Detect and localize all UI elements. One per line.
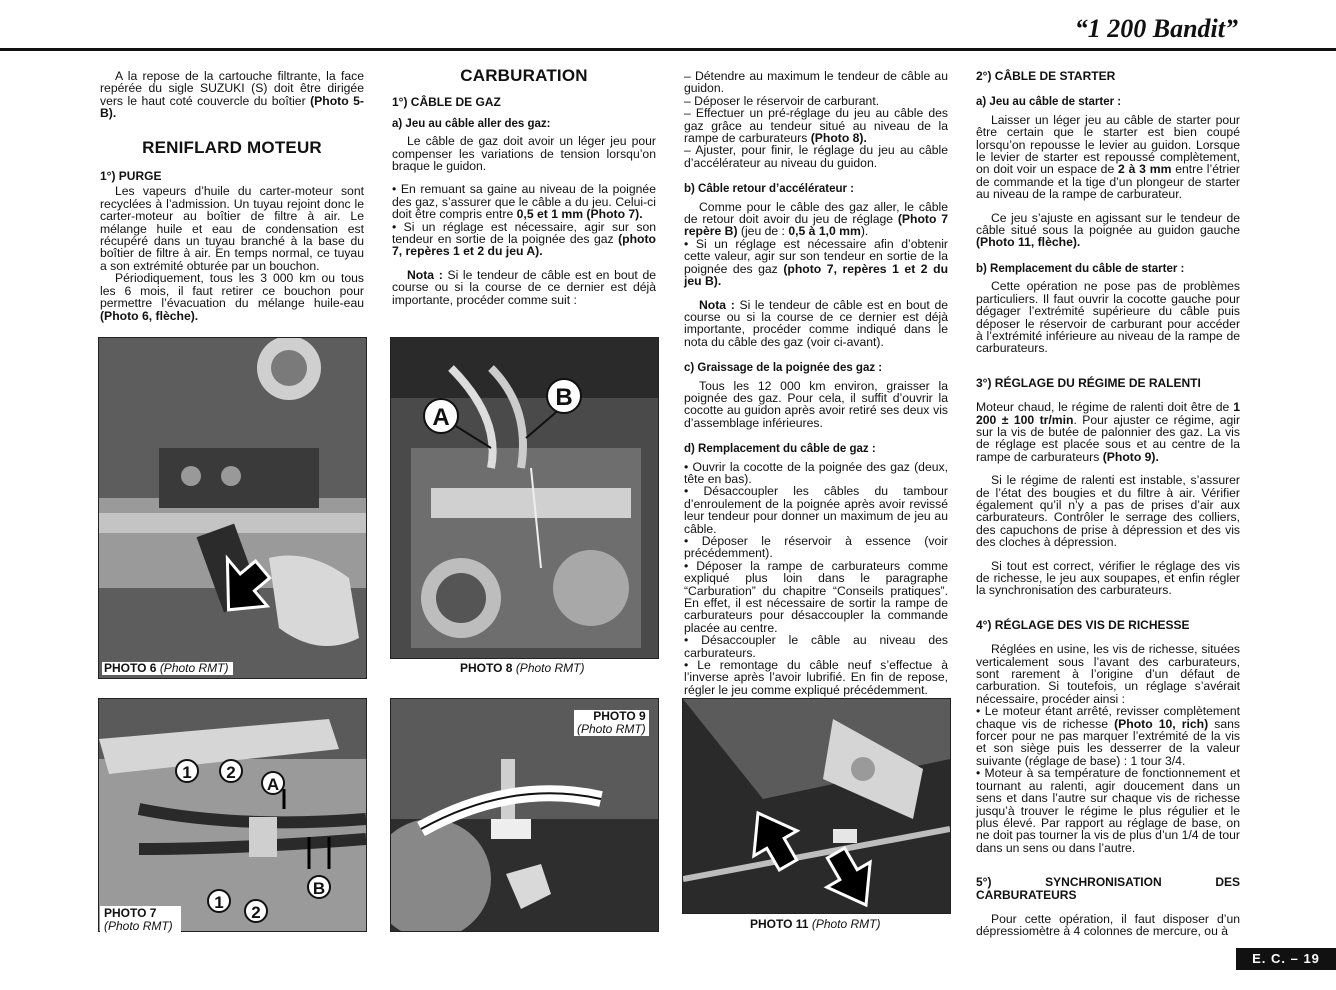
photo-7-mark-2-bottom: 2 (251, 903, 261, 922)
richesse-bullet-2: • Moteur à sa température de fonctionnement et tournant au ralenti, agir doucement dans un sens et dans l’autre sur chaque vis de richesse jusqu’à trouver le régime le plus régulier et le plus élevé. Par rapport au réglage de base, on ne doit pas tourner la vis de plus d’un 1/4 de tour dans un sens ou dans l’autre. (976, 766, 1240, 855)
photo-7-mark-b: B (312, 879, 326, 898)
gaz-paragraph-1: Le câble de gaz doit avoir un léger jeu pour compenser les variations de tension lorsqu’on braque le guidon. (392, 134, 656, 174)
section-heading-carburation: CARBURATION (460, 66, 588, 85)
subheading-remplacement-starter: b) Remplacement du câble de starter : (976, 262, 1185, 275)
purge-paragraph-1: Les vapeurs d’huile du carter-moteur sont recyclées à l’admission. Un tuyau rejoint donc le carter-moteur au boîtier de filtre à air. Le mélange huile et eau de condensation est récupéré dans un tuyau branché à la base du boîtier de filtre à air. En temps normal, ce tuyau a son extrémité obturée par un bouchon. (100, 184, 364, 273)
intro-paragraph: A la repose de la cartouche filtrante, la face repérée du sigle SUZUKI (S) doit être dirigée vers le haut coté couvercle du boîtier (Photo 5-B). (100, 69, 364, 121)
subheading-remplacement: d) Remplacement du câble de gaz : (684, 443, 876, 456)
remplacement-bullet-6: • Le remontage du câble neuf s’effectue à l’inverse après l’avoir lubrifié. En fin de repose, régler le jeu comme expliqué précédemment. (684, 658, 948, 697)
subheading-ralenti: 3°) RÉGLAGE DU RÉGIME DE RALENTI (976, 375, 1201, 390)
photo-8-mark-a: A (432, 404, 450, 431)
subheading-synchronisation: 5°) SYNCHRONISATION DES CARBURATEURS (976, 875, 1240, 902)
subheading-purge: 1°) PURGE (100, 169, 162, 184)
header-rule (0, 48, 1336, 51)
photo-7-mark-1-top: 1 (182, 763, 192, 782)
column-3 (684, 70, 948, 696)
starter-paragraph-1: Laisser un léger jeu au câble de starter pour être certain que le starter est bien coupé lorsqu’on repousse le levier au guidon. Lorsque le levier de starter est repoussé complètement, on doit voir un espace de 2 à 3 mm entre l’étrier de commande et la tige d’un plongeur de starter au niveau de la rampe de carburateur. (976, 112, 1240, 202)
step-4: – Ajuster, pour finir, le réglage du jeu au câble d’accélérateur au niveau du guidon. (684, 143, 948, 170)
subheading-cable-starter: 2°) CÂBLE DE STARTER (976, 69, 1116, 83)
gaz-bullet-2: • Si un réglage est nécessaire, agir sur son tendeur en sortie de la poignée des gaz (photo 7, repères 1 et 2 du jeu A). (392, 219, 656, 259)
photo-7-mark-a: A (266, 775, 280, 794)
purge-paragraph-2: Périodiquement, tous les 3 000 km ou tous les 6 mois, il faut retirer ce bouchon pour permettre l’évacuation du mélange huile-eau (Photo 6, flèche). (100, 271, 364, 323)
photo-8-mark-b: B (555, 384, 573, 411)
richesse-paragraph-1: Réglées en usine, les vis de richesse, situées verticalement sous l’avant des carburateurs, sont rarement à l’origine d’un défaut de carburation. Si toutefois, un réglage s’avérait nécessaire, procéder ainsi : (976, 642, 1240, 706)
photo-7-caption: PHOTO 7 (Photo RMT) (100, 906, 181, 933)
gaz-nota: Nota : Si le tendeur de câble est en bout de course ou si la course de ce dernier est déjà importante, procéder comme suit : (392, 267, 657, 307)
photo-11-illustration (683, 699, 950, 913)
subheading-richesse: 4°) RÉGLAGE DES VIS DE RICHESSE (976, 617, 1190, 632)
ralenti-paragraph-1: Moteur chaud, le régime de ralenti doit être de 1 200 ± 100 tr/min. Pour ajuster ce régime, agir sur la vis de butée de palonnier des gaz. La vis de réglage est placée sous et au centre de la rampe de carburateurs (Photo 9). (976, 400, 1240, 464)
photo-8-caption: PHOTO 8 (Photo RMT) (460, 661, 585, 675)
photo-6-caption: PHOTO 6 (Photo RMT) (102, 662, 233, 675)
column-1 (100, 70, 364, 322)
photo-7-image (98, 698, 367, 932)
photo-11-caption: PHOTO 11 (Photo RMT) (750, 917, 881, 931)
photo-6-illustration (99, 338, 366, 678)
subheading-jeu-starter: a) Jeu au câble de starter : (976, 96, 1122, 109)
page-number-tag: E. C. – 19 (1236, 948, 1336, 970)
photo-7-illustration (99, 699, 366, 931)
step-2: – Déposer le réservoir de carburant. (684, 93, 880, 108)
subheading-cable-retour: b) Câble retour d’accélérateur : (684, 183, 854, 196)
column-2 (392, 66, 657, 307)
ralenti-paragraph-2: Si le régime de ralenti est instable, s’assurer de l’état des bougies et du filtre à air. Vérifier également qu’il n’y a pas de prises d’air aux carburateurs. Contrôler le serrage des colliers, des capuchons de prise à dépression et des vis des cloches à dépression. (976, 473, 1240, 550)
step-1: – Détendre au maximum le tendeur de câble au guidon. (684, 69, 948, 96)
photo-7-mark-2-top: 2 (226, 763, 236, 782)
subheading-cable-gaz: 1°) CÂBLE DE GAZ (392, 95, 501, 110)
subheading-graissage: c) Graissage de la poignée des gaz : (684, 362, 883, 375)
remplacement-bullet-3: • Déposer le réservoir à essence (voir précédemment). (684, 534, 948, 561)
remplacement-bullet-5: • Désaccoupler le câble au niveau des carburateurs. (684, 633, 948, 660)
section-heading-reniflard: RENIFLARD MOTEUR (142, 137, 322, 157)
remplacement-bullet-1: • Ouvrir la cocotte de la poignée des gaz (deux, tête en bas). (684, 459, 948, 486)
photo-8-illustration (391, 338, 658, 658)
remplacement-bullet-4: • Déposer la rampe de carburateurs comme expliqué plus loin dans le paragraphe “Carburation” du chapitre “Conseils pratiques”. En effet, il est nécessaire de sortir la rampe de carburateurs pour désaccoupler la commande placée au centre. (684, 558, 948, 635)
retour-nota: Nota : Si le tendeur de câble est en bout de course ou si la course de ce dernier est déjà importante, procéder comme indiqué dans le nota du câble des gaz (voir ci-avant). (684, 297, 949, 349)
subheading-jeu-aller: a) Jeu au câble aller des gaz: (392, 117, 551, 130)
graissage-paragraph: Tous les 12 000 km environ, graisser la poignée des gaz. Pour cela, il suffit d’ouvrir la cocotte au guidon après avoir retiré ses deux vis d’assemblage inférieures. (684, 378, 948, 430)
richesse-bullet-1: • Le moteur étant arrêté, revisser complètement chaque vis de richesse (Photo 10, rich) sans forcer pour ne pas marquer l’extrémité de la vis et son siège puis les desserrer de la valeur suivante (réglage de base) : 1 tour 3/4. (976, 704, 1241, 768)
retour-paragraph: Comme pour le câble des gaz aller, le câble de retour doit avoir du jeu de réglage (Photo 7 repère B) (jeu de : 0,5 à 1,0 mm). (684, 199, 948, 239)
photo-6-image (98, 337, 367, 679)
column-4 (976, 70, 1240, 938)
photo-8-image (390, 337, 659, 659)
synchronisation-paragraph: Pour cette opération, il faut disposer d’un dépressiomètre à 4 colonnes de mercure, ou à (976, 911, 1240, 939)
retour-bullet: • Si un réglage est nécessaire afin d’obtenir cette valeur, agir sur son tendeur en sortie de la poignée des gaz (photo 7, repères 1 et 2 du jeu B). (684, 236, 949, 289)
photo-11-image (682, 698, 951, 914)
ralenti-paragraph-3: Si tout est correct, vérifier le réglage des vis de richesse, le jeu aux soupapes, et enfin régler la synchronisation des carburateurs. (976, 558, 1240, 598)
photo-9-caption: PHOTO 9 (Photo RMT) (574, 710, 649, 736)
gaz-bullet-1: • En remuant sa gaine au niveau de la poignée des gaz, s’assurer que le câble a du jeu. Celui-ci doit être compris entre 0,5 et 1 mm (Photo 7). (392, 182, 656, 222)
running-header-title: “1 200 Bandit” (1074, 14, 1238, 43)
starter-replace-paragraph: Cette opération ne pose pas de problèmes particuliers. Il faut ouvrir la cocotte gauche pour dégager l’extrémité supérieure du câble puis déposer le réservoir de carburant pour accéder à l’extrémité inférieure au niveau de la rampe de carburateurs. (976, 279, 1240, 356)
photo-7-mark-1-bottom: 1 (214, 893, 224, 912)
step-3: – Effectuer un pré-réglage du jeu au câble des gaz grâce au tendeur situé au niveau de la rampe de carburateurs (Photo 8). (684, 106, 948, 146)
remplacement-bullet-2: • Désaccoupler les câbles du tambour d’enroulement de la poignée après avoir revissé leur tendeur pour donner un maximum de jeu au câble. (684, 484, 948, 536)
starter-paragraph-2: Ce jeu s’ajuste en agissant sur le tendeur de câble situé sous la poignée au guidon gauche (Photo 11, flèche). (976, 210, 1240, 250)
